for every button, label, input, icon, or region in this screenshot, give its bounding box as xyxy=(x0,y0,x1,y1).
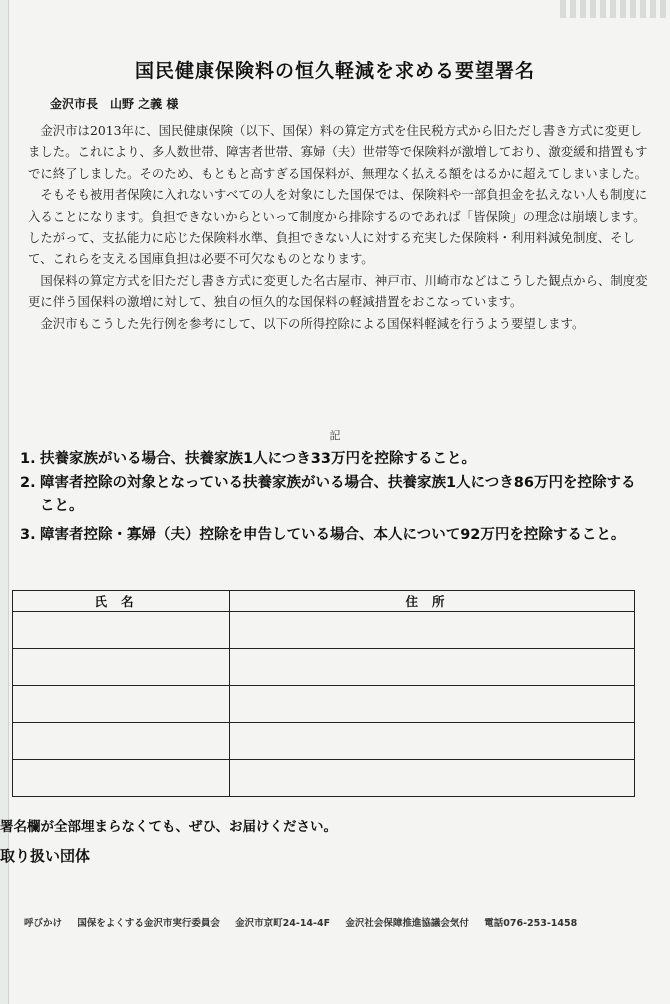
request-text: 障害者控除の対象となっている扶養家族がいる場合、扶養家族1人につき86万円を控除すること。 xyxy=(40,475,636,514)
table-row xyxy=(13,723,635,760)
address-cell[interactable] xyxy=(230,612,635,649)
table-row xyxy=(13,649,635,686)
submission-note: 署名欄が全部埋まらなくても、ぜひ、お届けください。 xyxy=(0,819,337,835)
address-cell[interactable] xyxy=(230,686,635,723)
request-number: 1. xyxy=(20,451,36,467)
request-text: 障害者控除・寡婦（夫）控除を申告している場合、本人について92万円を控除すること。 xyxy=(40,527,626,543)
name-cell[interactable] xyxy=(13,686,230,723)
address-column-header: 住所 xyxy=(230,591,635,612)
name-cell[interactable] xyxy=(13,723,230,760)
footer-care-of: 金沢社会保障推進協議会気付 xyxy=(345,918,469,929)
request-item xyxy=(20,524,650,547)
paragraph: 国保料の算定方式を旧ただし書き方式に変更した名古屋市、神戸市、川崎市などはこうした観点から、制度変更に伴う国保料の激増に対して、独自の恒久的な国保料の軽減措置をおこなっています。 xyxy=(28,272,648,310)
table-row xyxy=(13,686,635,723)
request-text: 扶養家族がいる場合、扶養家族1人につき33万円を控除すること。 xyxy=(40,451,476,467)
binder-edge xyxy=(560,0,670,18)
paragraph: そもそも被用者保険に入れないすべての人を対象にした国保では、保険料や一部負担金を払えない人も制度に入ることになります。負担できないからといって制度から排除するのであれば「皆保険」の理念は崩壊します。したがって、支払能力に応じた保険料水準、負担できない人に対する充実した保険料・利用料減免制度、そして、これらを支える国庫負担は必要不可欠なものとなります。 xyxy=(28,187,648,267)
organization-label: 取り扱い団体 xyxy=(0,847,91,865)
table-row xyxy=(13,612,635,649)
ki-mark: 記 xyxy=(329,429,341,442)
paragraph: 金沢市は2013年に、国民健康保険（以下、国保）料の算定方式を住民税方式から旧ただし書き方式に変更しました。これにより、多人数世帯、障害者世帯、寡婦（夫）世帯等で保険料が激増しており、激変緩和措置もすでに終了しました。そのため、もともと高すぎる国保料が、無理なく払える額をはるかに超えてしまいました。 xyxy=(28,123,648,181)
footer-address: 金沢市京町24-14-4F xyxy=(235,918,331,929)
footer-call: 呼びかけ xyxy=(24,918,63,929)
page-title: 国民健康保険料の恒久軽減を求める要望署名 xyxy=(134,60,535,82)
signature-table xyxy=(12,590,635,797)
request-item xyxy=(20,472,650,518)
paragraph: 金沢市もこうした先行例を参考にして、以下の所得控除による国保料軽減を行うよう要望します。 xyxy=(28,315,585,331)
footer-phone: 電話076-253-1458 xyxy=(484,918,578,929)
addressee: 金沢市長 山野 之義 様 xyxy=(50,97,179,111)
table-row xyxy=(13,760,635,797)
name-cell[interactable] xyxy=(13,760,230,797)
name-cell[interactable] xyxy=(13,649,230,686)
request-number: 2. xyxy=(20,475,36,491)
table-header-row xyxy=(13,591,635,612)
footer xyxy=(24,915,654,929)
address-cell[interactable] xyxy=(230,723,635,760)
request-number: 3. xyxy=(20,527,36,543)
name-column-header: 氏名 xyxy=(13,591,230,612)
name-cell[interactable] xyxy=(13,612,230,649)
address-cell[interactable] xyxy=(230,649,635,686)
address-cell[interactable] xyxy=(230,760,635,797)
footer-committee: 国保をよくする金沢市実行委員会 xyxy=(77,918,220,929)
petition-body xyxy=(28,120,648,334)
request-item xyxy=(20,448,650,471)
